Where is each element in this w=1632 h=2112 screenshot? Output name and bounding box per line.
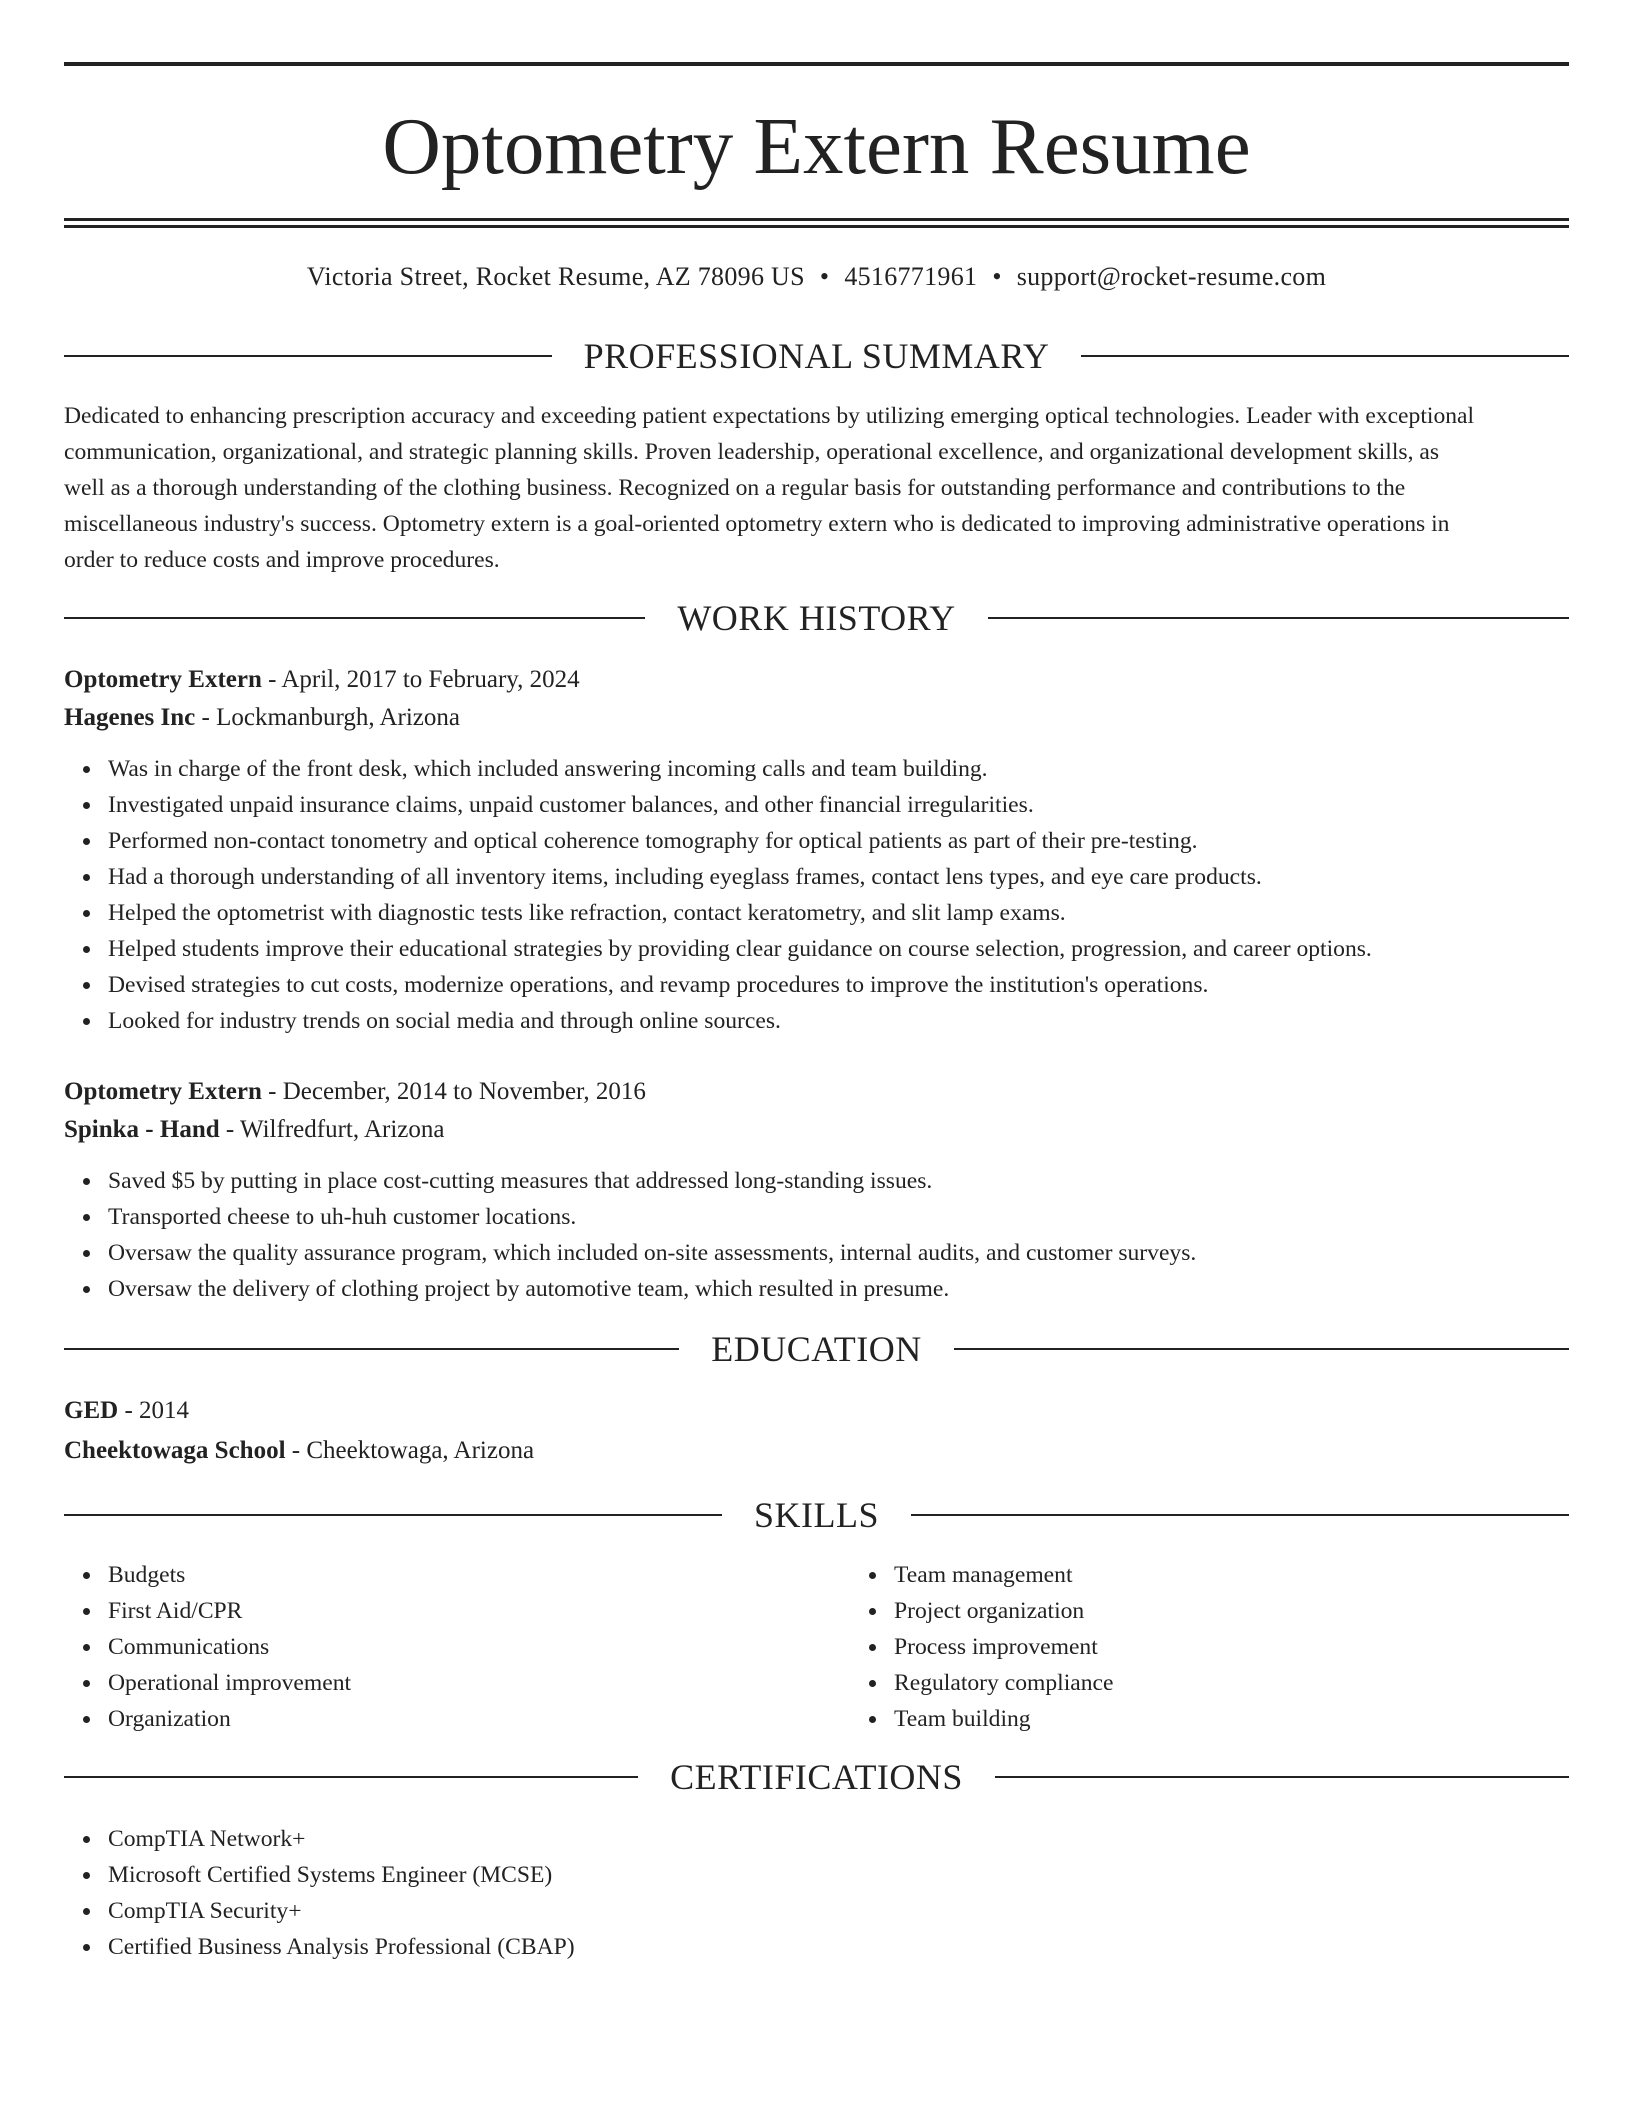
section-rule-right (988, 617, 1569, 619)
job-title: Optometry Extern (64, 1078, 262, 1105)
skill-item: Operational improvement (108, 1665, 850, 1701)
contact-address: Victoria Street, Rocket Resume, AZ 78096 US (306, 262, 805, 291)
job-duty-item: Oversaw the delivery of clothing project by automotive team, which resulted in presume. (108, 1271, 1569, 1307)
certification-item: CompTIA Security+ (108, 1893, 1569, 1929)
job-dates: - April, 2017 to February, 2024 (261, 666, 580, 693)
certification-item: CompTIA Network+ (108, 1821, 1569, 1857)
education-degree: GED (64, 1397, 119, 1424)
job-duty-item: Looked for industry trends on social media and through online sources. (108, 1003, 1569, 1039)
job-company: Hagenes Inc (64, 704, 196, 731)
certifications-list (64, 1821, 1569, 1965)
job-duty-item: Transported cheese to uh-huh customer locations. (108, 1199, 1569, 1235)
title-double-rule (64, 218, 1569, 228)
job-title-line (64, 1073, 1569, 1111)
summary-line: Dedicated to enhancing prescription accuracy and exceeding patient expectations by utilizing emerging optical technologies. Leader with exceptional (64, 403, 1475, 429)
section-header-skills (64, 1495, 1569, 1535)
contact-line (64, 264, 1569, 290)
job-title-line (64, 661, 1569, 699)
section-header-work-history (64, 598, 1569, 638)
contact-email: support@rocket-resume.com (1016, 262, 1327, 291)
contact-separator: • (819, 262, 830, 291)
job-duty-item: Investigated unpaid insurance claims, unpaid customer balances, and other financial irregularities. (108, 787, 1569, 823)
job-duty-item: Had a thorough understanding of all inventory items, including eyeglass frames, contact lens types, and eye care products. (108, 859, 1569, 895)
job-duty-item: Oversaw the quality assurance program, which included on-site assessments, internal audits, and customer surveys. (108, 1235, 1569, 1271)
job-company-line (64, 699, 1569, 737)
summary-paragraph (64, 398, 1569, 578)
skill-item: Organization (108, 1701, 850, 1737)
contact-separator: • (992, 262, 1002, 291)
certification-item: Microsoft Certified Systems Engineer (MCSE) (108, 1857, 1569, 1893)
skills-columns (64, 1557, 1569, 1737)
contact-phone: 4516771961 (844, 262, 978, 291)
skills-list-right (850, 1557, 1569, 1737)
section-rule-left (64, 1776, 638, 1778)
section-rule-right (911, 1514, 1569, 1516)
education-location: - Cheektowaga, Arizona (285, 1437, 535, 1464)
summary-line: order to reduce costs and improve procedures. (64, 547, 500, 573)
section-title-work-history: WORK HISTORY (677, 598, 956, 638)
job-duty-item: Helped students improve their educational strategies by providing clear guidance on course selection, progression, and career options. (108, 931, 1569, 967)
section-header-certifications (64, 1757, 1569, 1797)
job-title: Optometry Extern (64, 666, 262, 693)
skill-item: Budgets (108, 1557, 850, 1593)
section-rule-left (64, 1348, 679, 1350)
job-company-line (64, 1111, 1569, 1149)
summary-line: well as a thorough understanding of the clothing business. Recognized on a regular basis for outstanding performance and contributions to the (64, 475, 1406, 501)
skill-item: First Aid/CPR (108, 1593, 850, 1629)
job-duty-item: Devised strategies to cut costs, modernize operations, and revamp procedures to improve the institution's operations. (108, 967, 1569, 1003)
skills-list-left (64, 1557, 850, 1737)
summary-line: communication, organizational, and strategic planning skills. Proven leadership, operational excellence, and organizational development skills, as (64, 439, 1440, 465)
section-rule-right (995, 1776, 1569, 1778)
education-school-line (64, 1431, 1569, 1471)
job-dates: - December, 2014 to November, 2016 (261, 1078, 646, 1105)
skill-item: Process improvement (894, 1629, 1569, 1665)
section-rule-left (64, 1514, 722, 1516)
skill-item: Communications (108, 1629, 850, 1665)
skill-item: Project organization (894, 1593, 1569, 1629)
section-rule-right (1081, 355, 1569, 357)
summary-line: miscellaneous industry's success. Optometry extern is a goal-oriented optometry extern who is dedicated to improving administrative operations in (64, 511, 1450, 537)
job-duty-item: Performed non-contact tonometry and optical coherence tomography for optical patients as part of their pre-testing. (108, 823, 1569, 859)
job-duties-list (64, 1163, 1569, 1307)
job-company: Spinka - Hand (64, 1116, 220, 1143)
section-rule-left (64, 355, 552, 357)
skill-item: Team building (894, 1701, 1569, 1737)
section-title-summary: PROFESSIONAL SUMMARY (583, 336, 1050, 376)
section-header-summary (64, 336, 1569, 376)
section-title-education: EDUCATION (711, 1329, 922, 1369)
job-duty-item: Helped the optometrist with diagnostic tests like refraction, contact keratometry, and slit lamp exams. (108, 895, 1569, 931)
section-rule-right (954, 1348, 1569, 1350)
resume-page (64, 62, 1569, 1965)
section-header-education (64, 1329, 1569, 1369)
education-school: Cheektowaga School (64, 1437, 286, 1464)
skill-item: Team management (894, 1557, 1569, 1593)
section-rule-left (64, 617, 645, 619)
job-duty-item: Was in charge of the front desk, which included answering incoming calls and team building. (108, 751, 1569, 787)
resume-title: Optometry Extern Resume (382, 101, 1251, 191)
section-title-skills: SKILLS (754, 1495, 880, 1535)
job-location: - Lockmanburgh, Arizona (195, 704, 460, 731)
job-entry (64, 661, 1569, 1039)
skill-item: Regulatory compliance (894, 1665, 1569, 1701)
education-entry (64, 1391, 1569, 1471)
education-degree-line (64, 1391, 1569, 1431)
section-title-certifications: CERTIFICATIONS (670, 1757, 963, 1797)
job-location: - Wilfredfurt, Arizona (219, 1116, 445, 1143)
education-year: - 2014 (118, 1397, 190, 1424)
job-entry (64, 1073, 1569, 1307)
certification-item: Certified Business Analysis Professional (CBAP) (108, 1929, 1569, 1965)
job-duties-list (64, 751, 1569, 1039)
job-duty-item: Saved $5 by putting in place cost-cutting measures that addressed long-standing issues. (108, 1163, 1569, 1199)
